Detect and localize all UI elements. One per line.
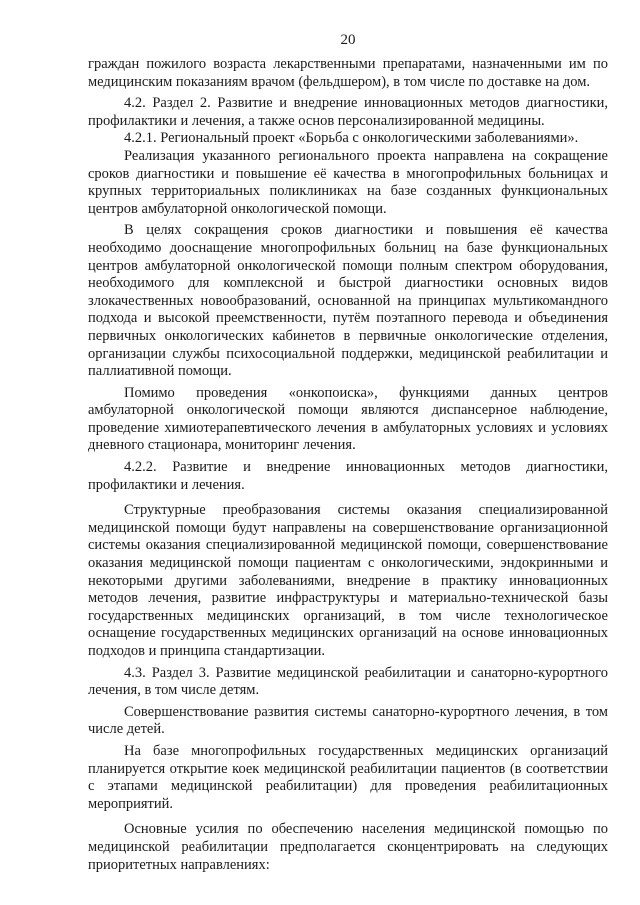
paragraph-structural-reforms: Структурные преобразования системы оказания специализированной медицинской помощи будут направлены на совершенствование организационной системы оказания специализированной медицинской помощи, совершенствование оказания медицинской помощи пациентам с онкологическими, эндокринными и некоторыми другими заболеваниями, внедрение в практику инновационных методов лечения, развитие инфраструктуры и материально-технической базы государственных медицинских организаций, в том числе технологическое оснащение государственных медицинских организаций на основе инновационных подходов и принципа стандартизации. [88, 502, 608, 659]
document-page [88, 30, 608, 874]
paragraph-continuation: граждан пожилого возраста лекарственными препаратами, назначенными им по медицинским показаниям врачом (фельдшером), в том числе по доставке на дом. [88, 56, 608, 90]
paragraph-centers-functions: Помимо проведения «онкопоиска», функциями данных центров амбулаторной онкологической помощи являются диспансерное наблюдение, проведение химиотерапевтического лечения в амбулаторных условиях и условиях дневного стационара, мониторинг лечения. [88, 384, 608, 454]
page-number: 20 [340, 32, 356, 48]
paragraph-project-goal: Реализация указанного регионального проекта направлена на сокращение сроков диагностики и повышение её качества в многопрофильных больницах и крупных территориальных поликлиниках на базе созданных функциональных центров амбулаторной онкологической помощи. [88, 147, 608, 217]
paragraph-rehab-beds: На базе многопрофильных государственных медицинских организаций планируется открытие коек медицинской реабилитации пациентов (в соответствии с этапами медицинской реабилитации) для проведения реабилитационных мероприятий. [88, 742, 608, 812]
paragraph-sanatorium: Совершенствование развития системы санаторно-курортного лечения, в том числе детей. [88, 703, 608, 738]
section-heading-4-3: 4.3. Раздел 3. Развитие медицинской реабилитации и санаторно-курортного лечения, в том числе детям. [88, 664, 608, 699]
section-heading-4-2: 4.2. Раздел 2. Развитие и внедрение инновационных методов диагностики, профилактики и лечения, а также основ персонализированной медицины. [88, 95, 608, 129]
paragraph-equipment: В целях сокращения сроков диагностики и повышения её качества необходимо дооснащение многопрофильных больниц на базе функциональных центров амбулаторной онкологической помощи полным спектром оборудования, необходимого для комплексной и быстрой диагностики основных видов злокачественных новообразований, основанной на принципах мультикомандного подхода и высокой преемственности, путём поэтапного перевода и объединения первичных онкологических кабинетов в первичные онкологические отделения, организации службы психосоциальной поддержки, медицинской реабилитации и паллиативной помощи. [88, 222, 608, 380]
subsection-heading-4-2-1: 4.2.1. Региональный проект «Борьба с онкологическими заболеваниями». [124, 130, 579, 147]
subsection-heading-4-2-2: 4.2.2. Развитие и внедрение инновационных методов диагностики, профилактики и лечения. [88, 459, 608, 493]
paragraph-priority-directions: Основные усилия по обеспечению населения медицинской помощью по медицинской реабилитации предполагается сконцентрировать на следующих приоритетных направлениях: [88, 821, 608, 873]
